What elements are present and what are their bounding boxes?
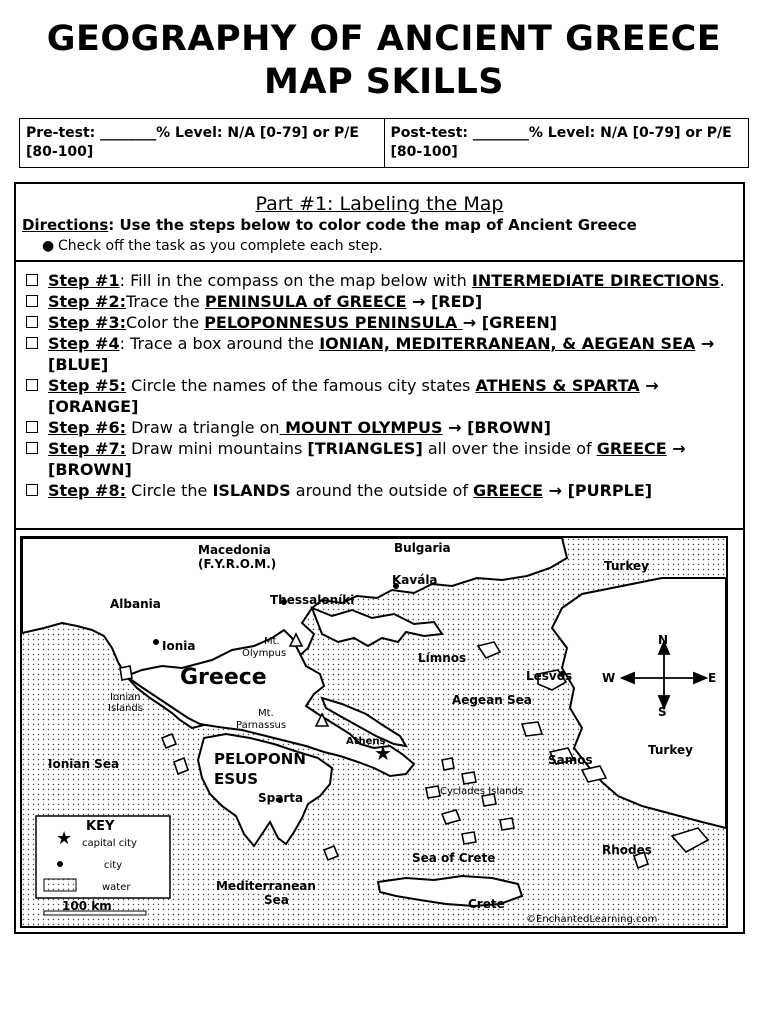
step-color: → [BROWN] xyxy=(442,418,551,437)
step-color: . xyxy=(719,271,725,290)
step-text: Circle the xyxy=(125,481,213,500)
step-text: Trace the xyxy=(125,292,205,311)
label-cyclades: Cyclades Islands xyxy=(440,786,524,797)
checkbox-icon[interactable] xyxy=(26,274,38,286)
label-macedonia: Macedonia xyxy=(198,543,271,557)
title-line-1: GEOGRAPHY OF ANCIENT GREECE xyxy=(46,19,722,59)
directions xyxy=(22,216,743,235)
step-label: Step #3: xyxy=(48,313,126,332)
label-ionian-islands-2: Islands xyxy=(108,703,143,714)
checkbox-icon[interactable] xyxy=(26,442,38,454)
label-ionian-sea: Ionian Sea xyxy=(48,757,120,771)
step-color: → [BROWN] xyxy=(48,439,686,479)
pre-test-cell: Pre-test: ________% Level: N/A [0-79] or P/E [80-100] xyxy=(26,125,359,160)
test-score-table xyxy=(19,118,749,168)
step-text-bold: ISLANDS xyxy=(212,481,291,500)
label-mt-olympus-2: Olympus xyxy=(242,648,287,659)
worksheet-box xyxy=(14,182,745,934)
step-keyword: ATHENS & SPARTA xyxy=(475,376,640,395)
step-1 xyxy=(16,270,743,291)
post-test-cell: Post-test: ________% Level: N/A [0-79] or P/E [80-100] xyxy=(384,119,749,167)
step-label: Step #5: xyxy=(48,376,126,395)
key-title: KEY xyxy=(86,819,115,834)
step-3 xyxy=(16,312,743,333)
step-8 xyxy=(16,480,743,501)
step-list xyxy=(16,264,743,530)
step-label: Step #8: xyxy=(48,481,126,500)
label-ionian-islands-1: Ionian xyxy=(110,692,141,703)
bullet-icon: ● xyxy=(42,238,55,254)
label-rhodes: Rhodes xyxy=(602,843,652,857)
map-of-greece xyxy=(20,536,728,928)
label-sea-of-crete: Sea of Crete xyxy=(412,851,496,865)
title-line-2: MAP SKILLS xyxy=(264,62,504,102)
step-text: Draw mini mountains xyxy=(125,439,308,458)
step-6 xyxy=(16,417,743,438)
part-title: Part #1: Labeling the Map xyxy=(255,193,504,215)
step-4 xyxy=(16,333,743,375)
step-color: → [GREEN] xyxy=(462,313,558,332)
step-text: : Fill in the compass on the map below with xyxy=(119,271,472,290)
compass-s: S xyxy=(658,705,667,719)
label-mt-olympus-1: Mt. xyxy=(264,636,280,647)
map-credit: ©EnchantedLearning.com xyxy=(526,914,658,925)
label-lesvos: Lesvos xyxy=(526,669,573,683)
step-label: Step #6: xyxy=(48,418,126,437)
label-turkey-right: Turkey xyxy=(648,743,693,757)
key-star-icon: ★ xyxy=(56,828,73,849)
label-aegean-sea: Aegean Sea xyxy=(452,693,532,707)
key-water-swatch xyxy=(44,879,76,891)
label-samos: Samos xyxy=(548,753,593,767)
label-limnos: Límnos xyxy=(418,651,467,665)
step-text: Color the xyxy=(125,313,205,332)
label-athens: Athens xyxy=(346,736,386,747)
step-label: Step #1 xyxy=(48,271,120,290)
step-keyword: GREECE xyxy=(596,439,667,458)
label-fyrom: (F.Y.R.O.M.) xyxy=(198,557,277,571)
label-crete: Crete xyxy=(468,897,505,911)
label-albania: Albania xyxy=(110,597,161,611)
label-mt-parnassus-2: Parnassus xyxy=(236,720,287,731)
step-label: Step #4 xyxy=(48,334,120,353)
step-keyword: MOUNT OLYMPUS xyxy=(279,418,443,437)
label-greece: Greece xyxy=(180,665,267,690)
checkbox-icon[interactable] xyxy=(26,295,38,307)
checkbox-icon[interactable] xyxy=(26,421,38,433)
step-text: : Trace a box around the xyxy=(119,334,320,353)
checkbox-icon[interactable] xyxy=(26,337,38,349)
label-peloponnesus-1: PELOPONN xyxy=(214,750,306,768)
page-title xyxy=(0,18,768,104)
label-kavala: Kavála xyxy=(392,573,438,587)
label-turkey-top: Turkey xyxy=(604,559,649,573)
key-capital-label: capital city xyxy=(82,838,137,849)
checkbox-icon[interactable] xyxy=(26,316,38,328)
step-text: all over the inside of xyxy=(422,439,597,458)
step-text: Draw a triangle on xyxy=(125,418,280,437)
key-dot-icon xyxy=(57,861,63,867)
compass-e: E xyxy=(708,671,717,685)
step-color: → [BLUE] xyxy=(48,334,715,374)
label-scale: 100 km xyxy=(62,899,112,913)
step-5 xyxy=(16,375,743,417)
map-svg xyxy=(22,538,726,926)
step-color: → [ORANGE] xyxy=(48,376,659,416)
key-water-label: water xyxy=(102,882,131,893)
step-keyword: IONIAN, MEDITERRANEAN, & AEGEAN SEA xyxy=(319,334,696,353)
label-mediterranean-2: Sea xyxy=(264,893,289,907)
key-city-label: city xyxy=(104,860,123,871)
step-text-bold: [TRIANGLES] xyxy=(307,439,423,458)
directions-label: Directions xyxy=(22,216,109,234)
label-sparta: Sparta xyxy=(258,791,304,805)
step-7 xyxy=(16,438,743,480)
directions-text: : Use the steps below to color code the map of Ancient Greece xyxy=(108,216,637,234)
checkbox-icon[interactable] xyxy=(26,484,38,496)
step-text: around the outside of xyxy=(290,481,474,500)
label-mediterranean-1: Mediterranean xyxy=(216,879,316,893)
label-thessaloniki: Thessaloníki xyxy=(270,593,355,607)
step-label: Step #7: xyxy=(48,439,126,458)
step-color: → [PURPLE] xyxy=(543,481,653,500)
step-color: → [RED] xyxy=(406,292,483,311)
label-bulgaria: Bulgaria xyxy=(394,541,451,555)
step-keyword: INTERMEDIATE DIRECTIONS xyxy=(471,271,720,290)
step-keyword: PELOPONNESUS PENINSULA xyxy=(204,313,463,332)
label-ionia: Ionia xyxy=(162,639,196,653)
bullet-text: Check off the task as you complete each step. xyxy=(58,238,383,254)
step-text: Circle the names of the famous city states xyxy=(125,376,476,395)
step-2 xyxy=(16,291,743,312)
instruction-bullet xyxy=(42,237,743,255)
compass-n: N xyxy=(658,633,669,647)
capital-star-icon: ★ xyxy=(374,741,392,765)
step-keyword: PENINSULA of GREECE xyxy=(204,292,407,311)
step-keyword: GREECE xyxy=(473,481,544,500)
step-label: Step #2: xyxy=(48,292,126,311)
label-mt-parnassus-1: Mt. xyxy=(258,708,274,719)
checkbox-icon[interactable] xyxy=(26,379,38,391)
compass-w: W xyxy=(602,671,616,685)
part-header xyxy=(16,184,743,262)
label-peloponnesus-2: ESUS xyxy=(214,770,259,788)
